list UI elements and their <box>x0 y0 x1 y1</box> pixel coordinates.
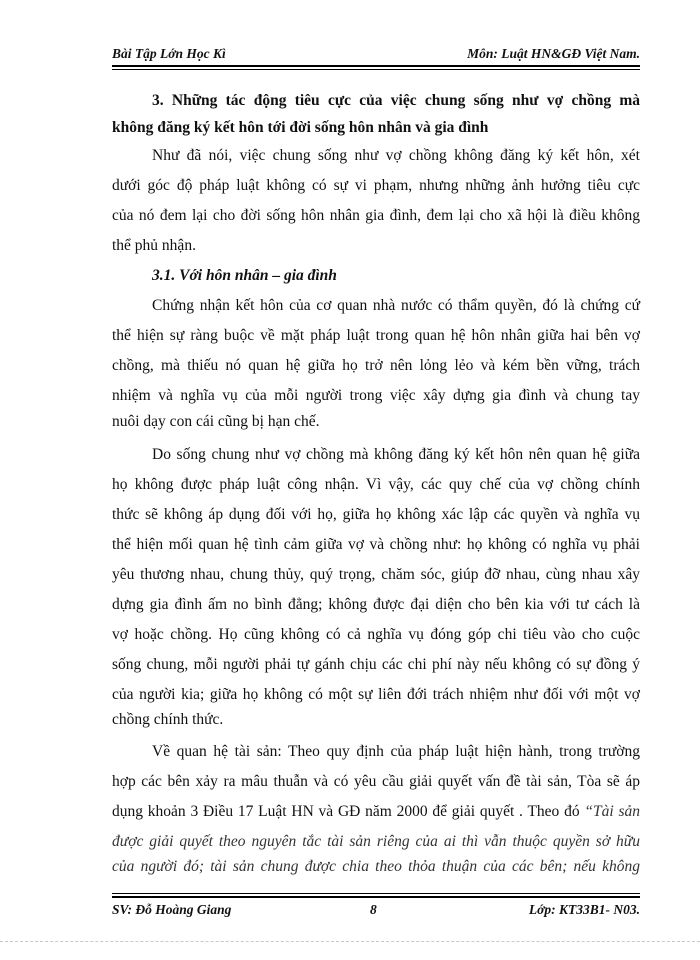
header-left: Bài Tập Lớn Học Kì <box>112 46 226 61</box>
paragraph-line: nhiệm và nghĩa vụ của mỗi người trong việc xây dựng gia đình và chung tay <box>112 387 640 404</box>
page-footer <box>112 902 640 924</box>
paragraph-line: vợ hoặc chồng. Họ cũng không có cả nghĩa vụ đóng góp chi tiêu vào cho cuộc <box>112 626 640 643</box>
paragraph-line: Do sống chung như vợ chồng mà không đăng ký kết hôn nên quan hệ giữa <box>152 446 640 463</box>
paragraph-line: nuôi dạy con cái cũng bị hạn chế. <box>112 413 320 430</box>
footer-student: SV: Đỗ Hoàng Giang <box>112 902 232 917</box>
quote-start: “Tài sản <box>584 803 640 820</box>
intro-line: của nó đem lại cho đời sống hôn nhân gia đình, đem lại cho xã hội là điều không <box>112 207 640 224</box>
footer-class: Lớp: KT33B1- N03. <box>528 902 640 917</box>
intro-line: dưới góc độ pháp luật không có sự vi phạm, nhưng những ảnh hưởng tiêu cực <box>112 177 640 194</box>
paragraph-line: hợp các bên xảy ra mâu thuẫn và có yêu cầu giải quyết vấn đề tài sản, Tòa sẽ áp <box>112 773 640 790</box>
paragraph-line: Chứng nhận kết hôn của cơ quan nhà nước có thẩm quyền, đó là chứng cứ <box>152 297 640 314</box>
paragraph-text: dụng khoản 3 Điều 17 Luật HN và GĐ năm 2000 để giải quyết . Theo đó <box>112 803 585 820</box>
paragraph-line: yêu thương nhau, chung thủy, quý trọng, chăm sóc, giúp đỡ nhau, cùng nhau xây <box>112 566 640 583</box>
section-heading-line-1: 3. Những tác động tiêu cực của việc chung sống như vợ chồng mà <box>152 92 640 109</box>
paragraph-line: chồng chính thức. <box>112 711 224 728</box>
paragraph-line: thể hiện mối quan hệ tình cảm giữa vợ và chồng như: họ không có nghĩa vụ phải <box>112 536 640 553</box>
quote-line: của người đó; tài sản chung được chia theo thỏa thuận của các bên; nếu không <box>112 858 640 875</box>
intro-line: Như đã nói, việc chung sống như vợ chồng không đăng ký kết hôn, xét <box>152 147 640 164</box>
header-rule-thin <box>112 69 640 70</box>
paragraph-line: sống chung, mỗi người phải tự gánh chịu các chi phí này nếu không có sự đồng ý <box>112 656 640 673</box>
quote-line: được giải quyết theo nguyên tắc tài sản riêng của ai thì vẫn thuộc quyền sở hữu <box>112 833 640 850</box>
subsection-heading: 3.1. Với hôn nhân – gia đình <box>152 267 337 284</box>
paragraph-line: họ không được pháp luật công nhận. Vì vậy, các quy chế của vợ chồng chính <box>112 476 640 493</box>
page-number: 8 <box>370 902 377 917</box>
paragraph-line: thể hiện sự ràng buộc về mặt pháp luật trong quan hệ hôn nhân giữa hai bên vợ <box>112 327 640 344</box>
header-right: Môn: Luật HN&GĐ Việt Nam. <box>467 46 640 61</box>
page-break-divider <box>0 941 700 942</box>
paragraph-line: thức sẽ không áp dụng đối với họ, giữa họ không xác lập các quyền và nghĩa vụ <box>112 506 640 523</box>
section-heading-line-2: không đăng ký kết hôn tới đời sống hôn nhân và gia đình <box>112 119 489 136</box>
paragraph-line: dựng gia đình ấm no bình đẳng; không được đại diện cho bên kia với tư cách là <box>112 596 640 613</box>
footer-rule <box>112 896 640 898</box>
paragraph-line: của người kia; giữa họ không có một sự liên đới trách nhiệm như đối với một vợ <box>112 686 640 703</box>
paragraph-line: chồng, mà thiếu nó quan hệ giữa họ trở nên lỏng lẻo và kém bền vững, trách <box>112 357 640 374</box>
page-header <box>112 44 640 66</box>
intro-line: thể phủ nhận. <box>112 237 196 254</box>
header-rule <box>112 65 640 67</box>
paragraph-line: Về quan hệ tài sản: Theo quy định của pháp luật hiện hành, trong trường <box>152 743 640 760</box>
footer-rule-thin <box>112 893 640 894</box>
paragraph-line-mixed <box>112 802 640 822</box>
